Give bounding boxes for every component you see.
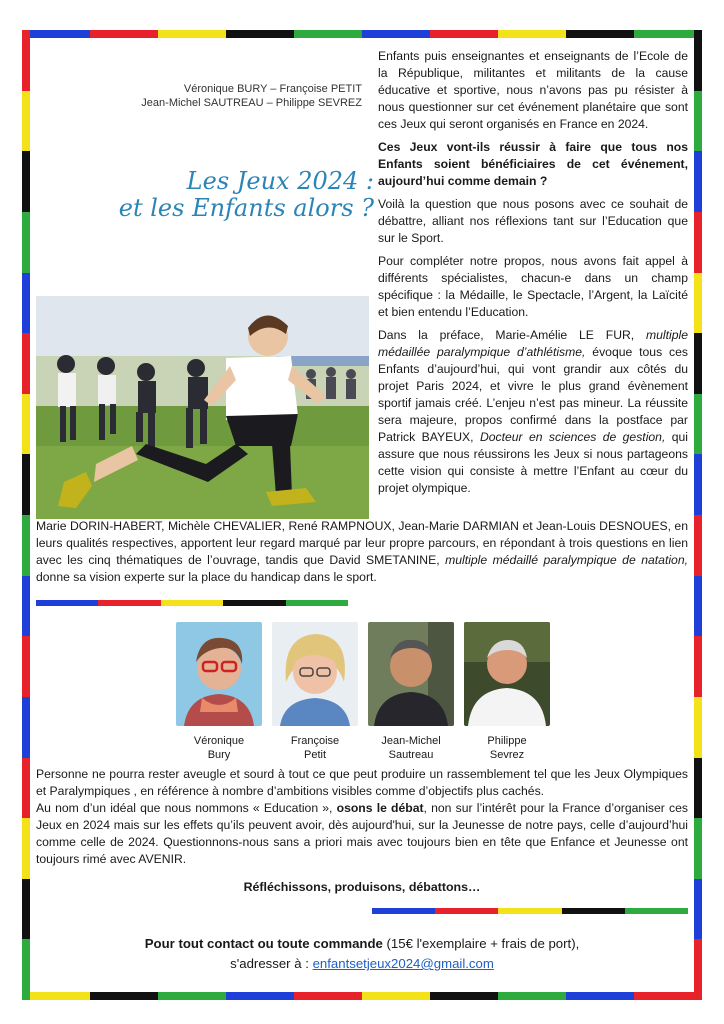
border-segment (226, 992, 294, 1000)
portrait-name (176, 734, 262, 762)
authors-portraits (176, 622, 556, 762)
intro-paragraph-2: Voilà la question que nous posons avec ce souhait de débattre, alliant nos réflexions tant sur l’Education que sur le Sport. (378, 197, 688, 245)
closing-text (36, 766, 688, 868)
border-segment (694, 273, 702, 334)
border-segment (22, 273, 30, 334)
border-segment (694, 91, 702, 152)
border-segment (22, 636, 30, 697)
frame-top-border (22, 30, 702, 38)
contributors-text-a: Marie DORIN-HABERT, Michèle CHEVALIER, René RAMPNOUX, Jean-Marie DARMIAN et Jean-Louis DESNOUES, en leurs qualités respectives, apportent leur regard marqué par leur propre parcours, en répondant à trois questions en lien avec les cinq thématiques de l’ouvrage, tandis que David SMETANINE, (36, 519, 688, 567)
contact-price: (15€ l'exemplaire + frais de port), (382, 936, 580, 951)
contact-email-link[interactable]: enfantsetjeux2024@gmail.com (312, 956, 494, 971)
border-segment (694, 576, 702, 637)
border-segment (694, 636, 702, 697)
border-segment (22, 151, 30, 212)
border-segment (22, 515, 30, 576)
border-segment (22, 91, 30, 152)
border-segment (294, 30, 362, 38)
border-segment (625, 908, 688, 914)
frame-left-border (22, 30, 30, 1000)
portrait-first-name: Jean-Michel (381, 735, 441, 747)
portrait-veronique-bury (176, 622, 262, 762)
border-segment (566, 992, 634, 1000)
portrait-name (368, 734, 454, 762)
border-segment (430, 30, 498, 38)
border-segment (161, 600, 223, 606)
preface-text-c: qui assure que nous réussirons les Jeux si nous partageons cette vision qui consiste à mettre l’Enfant au cœur du projet olympique. (378, 430, 689, 495)
border-segment (694, 30, 702, 91)
contact-block (36, 934, 688, 974)
border-segment (435, 908, 498, 914)
border-segment (498, 908, 561, 914)
portrait-last-name: Sautreau (388, 749, 434, 761)
contact-line-2 (36, 954, 688, 974)
border-segment (694, 758, 702, 819)
border-segment (36, 600, 98, 606)
border-segment (22, 394, 30, 455)
intro-paragraph-3: Pour compléter notre propos, nous avons fait appel à différents spécialistes, chacun-e dans un champ spécifique : la Médaille, le Spectacle, l’Argent, la Laïcité et bien entendu l’Education. (378, 254, 688, 319)
border-segment (22, 30, 90, 38)
authors-block (122, 82, 362, 110)
portrait-francoise-petit (272, 622, 358, 762)
contributors-italic: multiple médaillé paralympique de natation, (445, 553, 688, 567)
preface-text-b: évoque tous ces Enfants d’aujourd’hui, qui vont grandir aux côtés du projet Paris 2024, et vivre le plus grand évènement sportif jamais créé. L’enjeu n’est pas mineur. La réussite sera majeure, propos confirmé dans la postface par Patrick BAYEUX, (378, 345, 688, 444)
border-segment (430, 992, 498, 1000)
border-segment (694, 697, 702, 758)
border-segment (694, 818, 702, 879)
authors-line-1: Véronique BURY – Françoise PETIT (183, 83, 362, 95)
closing-paragraph-1: Personne ne pourra rester aveugle et sourd à tout ce que peut produire un rassemblement tel que les Jeux Olympiques et Paralympiques , en référence à nombre d’ambitions visibles comme d’objectifs plus cachés. (36, 767, 688, 798)
border-segment (694, 333, 702, 394)
portrait-jean-michel-sautreau (368, 622, 454, 762)
border-segment (98, 600, 160, 606)
portrait-philippe-sevrez (464, 622, 550, 762)
border-segment (22, 939, 30, 1000)
border-segment (158, 992, 226, 1000)
closing-text-a: Au nom d’un idéal que nous nommons « Education », (36, 801, 337, 815)
preface-italic: multiple médaillée paralympique d’athlétisme, (378, 328, 688, 359)
portrait-first-name: Véronique (193, 735, 245, 747)
closing-bold: osons le débat (336, 801, 424, 815)
border-segment (90, 992, 158, 1000)
color-bar-bottom (372, 908, 688, 914)
portrait-photo (464, 622, 550, 726)
border-segment (22, 212, 30, 273)
border-segment (372, 908, 435, 914)
portrait-first-name: Philippe (487, 735, 527, 747)
border-segment (22, 30, 30, 91)
flyer-page (36, 42, 688, 986)
color-bar-middle (36, 600, 348, 606)
intro-paragraph-1: Enfants puis enseignantes et enseignants de l’Ecole de la République, militantes et militants de la cause éducative et sportive, nous n’avons pas pu résister à nous questionner sur cet événement planétaire que sont ces Jeux qui seront organisés en France en 2024. (378, 49, 688, 131)
border-segment (294, 992, 362, 1000)
portrait-photo (368, 622, 454, 726)
contributors-paragraph (36, 518, 688, 586)
border-segment (634, 992, 702, 1000)
preface-text-a: Dans la préface, Marie-Amélie LE FUR, (378, 328, 646, 342)
book-title-line-1: Les Jeux 2024 : (186, 167, 374, 195)
slogan: Réfléchissons, produisons, débattons… (243, 880, 481, 894)
contributors-text-b: donne sa vision experte sur la place du handicap dans le sport. (36, 570, 377, 584)
border-segment (694, 151, 702, 212)
border-segment (498, 992, 566, 1000)
border-segment (223, 600, 285, 606)
border-segment (286, 600, 348, 606)
border-segment (498, 30, 566, 38)
intro-question (378, 139, 688, 190)
border-segment (562, 908, 625, 914)
border-segment (22, 818, 30, 879)
portrait-photo (176, 622, 262, 726)
authors-line-2: Jean-Michel SAUTREAU – Philippe SEVREZ (141, 97, 362, 109)
contact-bold: Pour tout contact ou toute commande (144, 936, 383, 951)
portrait-first-name: Françoise (290, 735, 340, 747)
border-segment (362, 30, 430, 38)
border-segment (22, 992, 90, 1000)
portrait-photo (272, 622, 358, 726)
book-title (96, 168, 374, 222)
intro-question-text: Ces Jeux vont-ils réussir à faire que tous nos Enfants soient bénéficiaires de cet événement, aujourd’hui comme demain ? (378, 140, 688, 188)
intro-column (378, 48, 688, 503)
portrait-name (272, 734, 358, 762)
border-segment (694, 515, 702, 576)
border-segment (362, 992, 430, 1000)
portrait-name (464, 734, 550, 762)
border-segment (22, 454, 30, 515)
postface-italic: Docteur en sciences de gestion, (479, 430, 666, 444)
closing-text-c: , non sur l’intérêt pour la France d’organiser ces Jeux en 2024 mais sur les effets qu’ils peuvent avoir, dès aujourd'hui, sur la Jeunesse de notre pays, celle d’aujourd’hui comme celle de 2024. Questionnons-nous sans a priori mais avec toujours bien en tête que Enfance et Jeunesse ont toujours rimé avec AVENIR. (36, 801, 688, 866)
children-running-photo (36, 296, 369, 519)
portrait-last-name: Petit (303, 749, 326, 761)
border-segment (634, 30, 702, 38)
frame-right-border (694, 30, 702, 1000)
border-segment (694, 454, 702, 515)
border-segment (22, 576, 30, 637)
border-segment (226, 30, 294, 38)
contact-address-label: s'adresser à : (230, 956, 313, 971)
border-segment (158, 30, 226, 38)
portrait-last-name: Bury (207, 749, 231, 761)
border-segment (22, 879, 30, 940)
closing-paragraph-2 (36, 800, 688, 868)
border-segment (22, 333, 30, 394)
frame-bottom-border (22, 992, 702, 1000)
border-segment (22, 697, 30, 758)
contact-line-1 (36, 934, 688, 954)
border-segment (694, 212, 702, 273)
intro-paragraph-4 (378, 327, 688, 497)
border-segment (694, 939, 702, 1000)
portrait-last-name: Sevrez (489, 749, 525, 761)
border-segment (566, 30, 634, 38)
border-segment (694, 879, 702, 940)
book-title-line-2: et les Enfants alors ? (118, 194, 374, 222)
border-segment (90, 30, 158, 38)
border-segment (694, 394, 702, 455)
border-segment (22, 758, 30, 819)
